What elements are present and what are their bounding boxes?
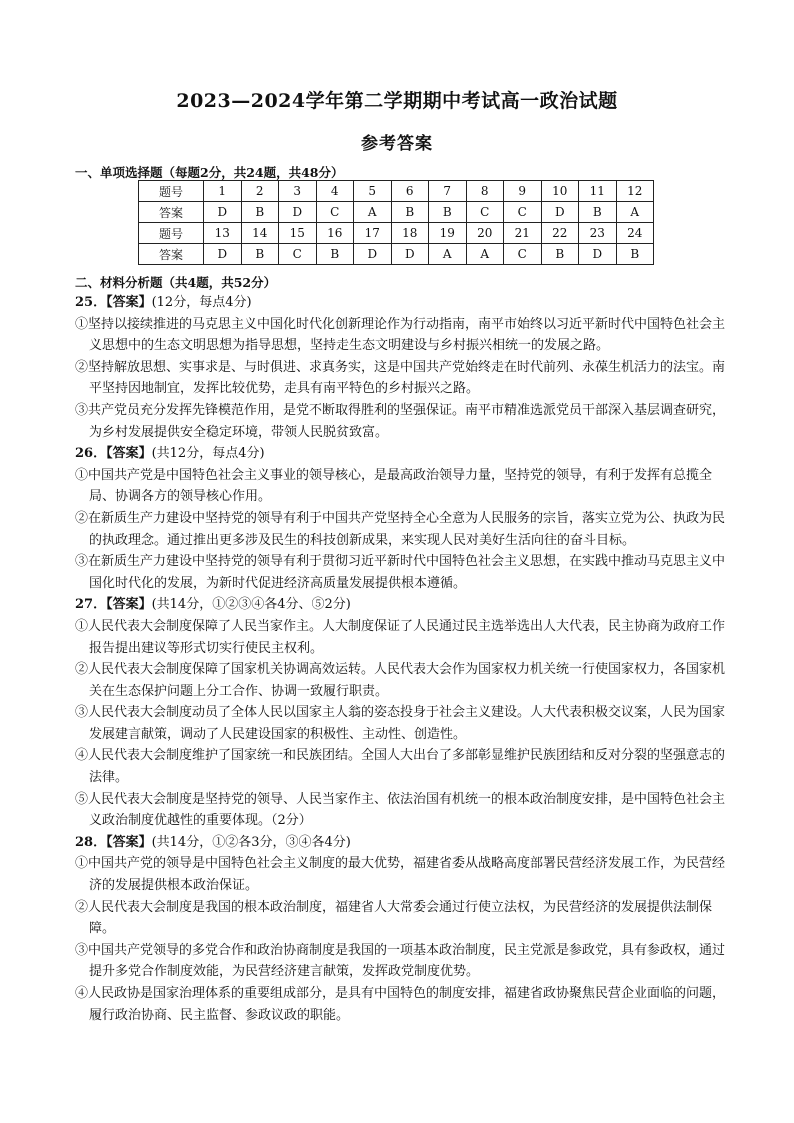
table-cell: C	[279, 244, 317, 265]
section-heading-choice: 一、单项选择题（每题2分，共24题，共48分）	[75, 165, 344, 180]
table-row	[139, 244, 654, 265]
table-cell: B	[391, 202, 429, 223]
table-cell: C	[466, 202, 504, 223]
table-cell: D	[279, 202, 317, 223]
table-cell: B	[616, 244, 654, 265]
table-cell: 12	[616, 181, 654, 202]
question-score-note: (共14分，①②③④各4分、⑤2分)	[151, 597, 351, 613]
table-cell: B	[541, 244, 579, 265]
table-cell: 7	[429, 181, 467, 202]
table-cell: A	[616, 202, 654, 223]
answer-point: ①坚持以接续推进的马克思主义中国化时代化创新理论作为行动指南，南平市始终以习近平新时代中国特色社会主义思想中的生态文明思想为指导思想，坚持走生态文明建设与乡村振兴相统一的发展之路。	[75, 316, 726, 354]
table-cell: D	[204, 202, 242, 223]
table-cell: B	[241, 244, 279, 265]
table-row-label: 题号	[139, 181, 204, 202]
table-cell: 18	[391, 223, 429, 244]
answer-point: ④人民政协是国家治理体系的重要组成部分，是具有中国特色的制度安排，福建省政协聚焦民营企业面临的问题，履行政治协商、民主监督、参政议政的职能。	[75, 986, 726, 1023]
question-number: 25．【答案】	[75, 295, 152, 310]
answer-point: ②在新质生产力建设中坚持党的领导有利于中国共产党坚持全心全意为人民服务的宗旨，落实立党为公、执政为民的执政理念。通过推出更多涉及民生的科技创新成果，来实现人民对美好生活向往的奋斗目标。	[75, 510, 726, 548]
table-row	[139, 181, 654, 202]
question-score-note: (共12分，每点4分)	[151, 446, 265, 462]
question-heading	[75, 594, 725, 616]
answer-point: ③在新质生产力建设中坚持党的领导有利于贯彻习近平新时代中国特色社会主义思想，在实践中推动马克思主义中国化时代化的发展，为新时代促进经济高质量发展提供根本遵循。	[75, 554, 726, 591]
table-cell: 6	[391, 181, 429, 202]
table-cell: 23	[579, 223, 617, 244]
table-cell: A	[354, 202, 392, 223]
answer-point: ①中国共产党的领导是中国特色社会主义制度的最大优势，福建省委从战略高度部署民营经济发展工作，为民营经济的发展提供根本政治保证。	[75, 856, 726, 894]
table-cell: 13	[204, 223, 242, 244]
table-cell: B	[579, 202, 617, 223]
table-cell: 11	[579, 181, 617, 202]
table-cell: D	[541, 202, 579, 223]
table-cell: C	[316, 202, 354, 223]
answer-point: ⑤人民代表大会制度是坚持党的领导、人民当家作主、依法治国有机统一的根本政治制度安排，是中国特色社会主义政治制度优越性的重要体现。（2分）	[75, 791, 726, 829]
table-row-label: 答案	[139, 244, 204, 265]
table-row	[139, 202, 654, 223]
page-subtitle: 参考答案	[361, 134, 433, 154]
table-cell: 9	[504, 181, 542, 202]
question-number: 28．【答案】	[75, 834, 152, 850]
table-cell: B	[316, 244, 354, 265]
table-cell: D	[391, 244, 429, 265]
table-cell: 17	[354, 223, 392, 244]
answer-point: ④人民代表大会制度维护了国家统一和民族团结。全国人大出台了多部彰显维护民族团结和反对分裂的坚强意志的法律。	[75, 748, 726, 786]
question-number: 27．【答案】	[75, 597, 152, 613]
table-cell: 14	[241, 223, 279, 244]
answer-point: ①中国共产党是中国特色社会主义事业的领导核心，是最高政治领导力量，坚持党的领导，有利于发挥有总揽全局、协调各方的领导核心作用。	[75, 467, 713, 505]
table-row-label: 题号	[139, 223, 204, 244]
table-row-label: 答案	[139, 202, 204, 223]
table-cell: 19	[429, 223, 467, 244]
question-score-note: (共14分，①②各3分，③④各4分)	[151, 834, 351, 850]
question-heading	[75, 832, 725, 854]
answer-point: ③共产党员充分发挥先锋模范作用，是党不断取得胜利的坚强保证。南平市精准选派党员干部深入基层调查研究，为乡村发展提供安全稳定环境，带领人民脱贫致富。	[75, 402, 726, 440]
answer-point: ②坚持解放思想、实事求是、与时俱进、求真务实，这是中国共产党始终走在时代前列、永葆生机活力的法宝。南平坚持因地制宜，发挥比较优势，走具有南平特色的乡村振兴之路。	[75, 359, 726, 397]
table-cell: 4	[316, 181, 354, 202]
table-cell: 8	[466, 181, 504, 202]
table-cell: A	[429, 244, 467, 265]
table-cell: 5	[354, 181, 392, 202]
answers-content	[75, 292, 725, 1026]
table-cell: D	[204, 244, 242, 265]
question-number: 26．【答案】	[75, 446, 152, 462]
answer-point: ③中国共产党领导的多党合作和政治协商制度是我国的一项基本政治制度，民主党派是参政党，具有参政权，通过提升多党合作制度效能，为民营经济建言献策，发挥政党制度优势。	[75, 942, 726, 980]
table-cell: B	[241, 202, 279, 223]
table-cell: 15	[279, 223, 317, 244]
table-cell: 24	[616, 223, 654, 244]
question-heading	[75, 443, 725, 465]
section-heading-analysis: 二、材料分析题（共4题，共52分）	[75, 275, 277, 290]
table-cell: 2	[241, 181, 279, 202]
table-cell: 20	[466, 223, 504, 244]
answer-point: ②人民代表大会制度保障了国家机关协调高效运转。人民代表大会作为国家权力机关统一行使国家权力，各国家机关在生态保护问题上分工合作、协调一致履行职责。	[75, 662, 726, 699]
table-cell: 3	[279, 181, 317, 202]
table-cell: 16	[316, 223, 354, 244]
table-cell: B	[429, 202, 467, 223]
table-cell: 10	[541, 181, 579, 202]
table-cell: 1	[204, 181, 242, 202]
question-score-note: (12分，每点4分)	[151, 295, 252, 310]
table-cell: D	[579, 244, 617, 265]
table-cell: D	[354, 244, 392, 265]
answer-point: ③人民代表大会制度动员了全体人民以国家主人翁的姿态投身于社会主义建设。人大代表积极交议案，人民为国家发展建言献策，调动了人民建设国家的积极性、主动性、创造性。	[75, 705, 726, 742]
table-cell: C	[504, 244, 542, 265]
answer-point: ②人民代表大会制度是我国的根本政治制度，福建省人大常委会通过行使立法权，为民营经济的发展提供法制保障。	[75, 899, 713, 937]
page-title: 2023—2024学年第二学期期中考试高一政治试题	[176, 90, 618, 112]
table-row	[139, 223, 654, 244]
answer-point: ①人民代表大会制度保障了人民当家作主。人大制度保证了人民通过民主选举选出人大代表，民主协商为政府工作报告提出建议等形式切实行使民主权利。	[75, 618, 726, 656]
table-cell: A	[466, 244, 504, 265]
table-cell: C	[504, 202, 542, 223]
table-cell: 22	[541, 223, 579, 244]
answer-table	[138, 180, 654, 265]
question-heading	[75, 292, 725, 314]
table-cell: 21	[504, 223, 542, 244]
